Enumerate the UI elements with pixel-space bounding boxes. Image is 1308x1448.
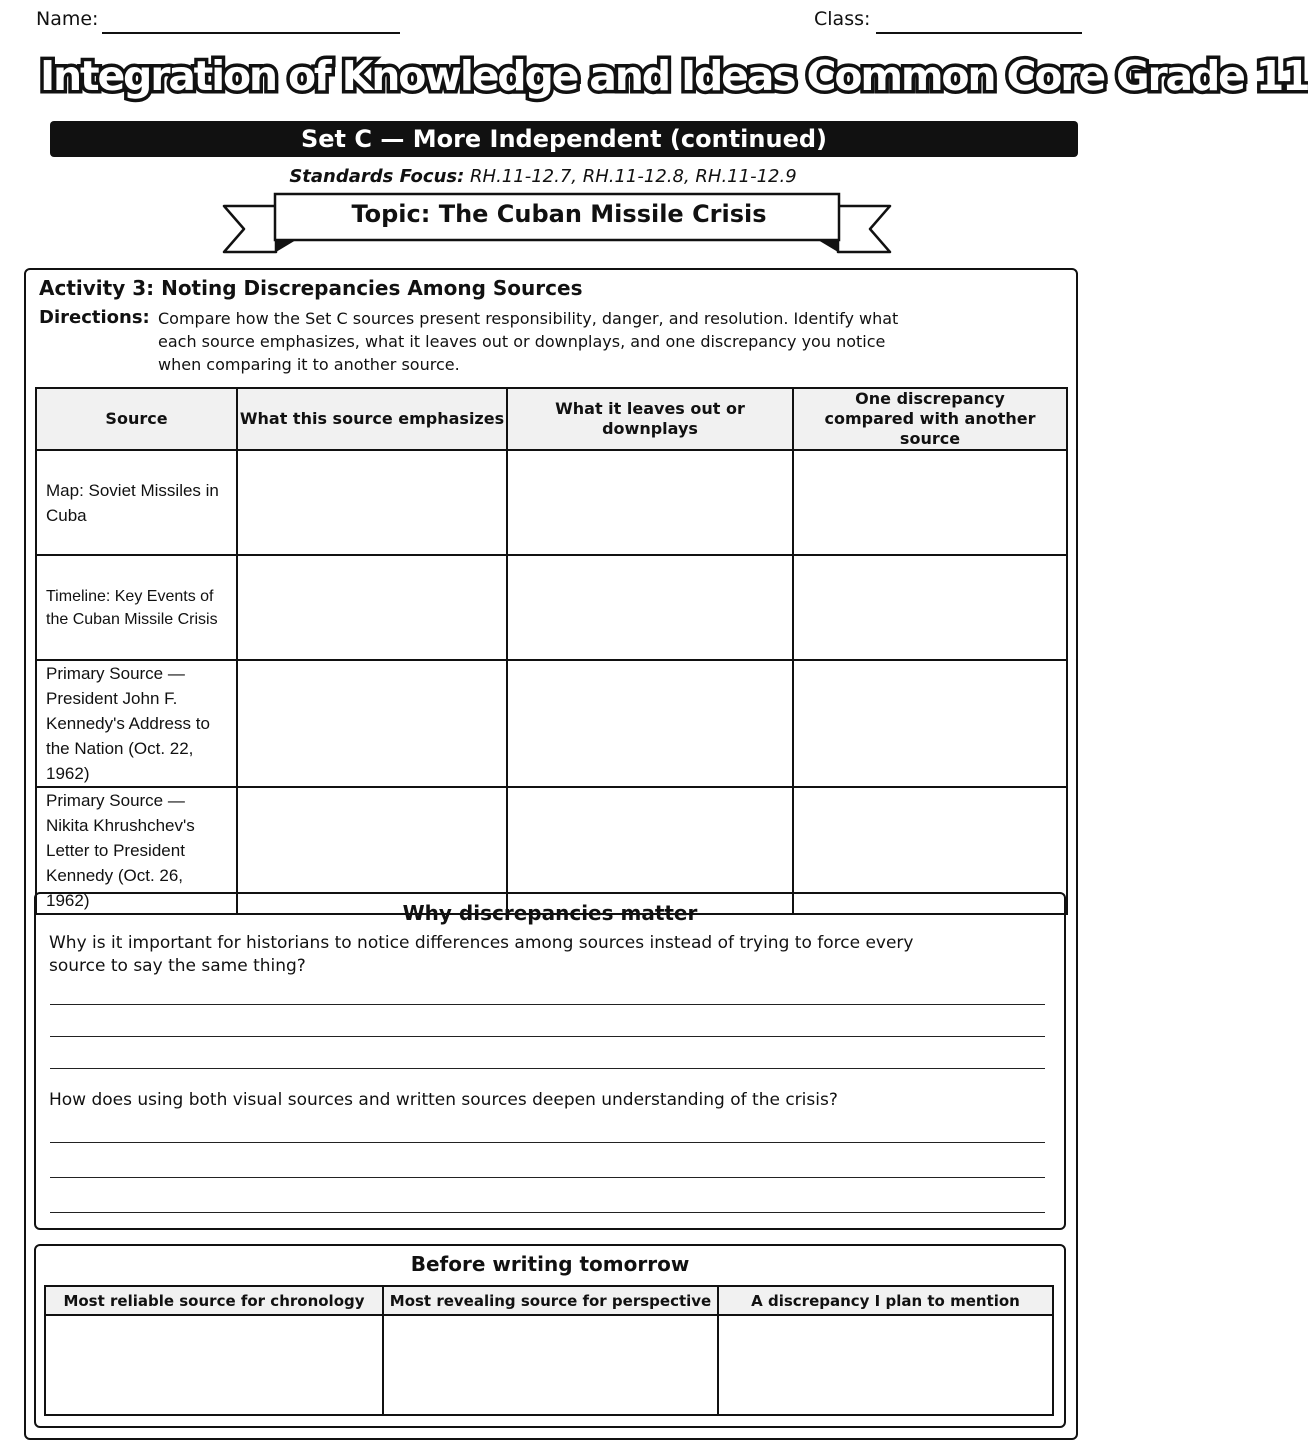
col-emphasizes: What this source emphasizes — [237, 388, 507, 450]
col-source: Source — [36, 388, 237, 450]
question-1: Why is it important for historians to notice differences among sources instead of trying to force every source to say the same thing? — [49, 933, 914, 976]
answer-line[interactable] — [50, 1036, 1045, 1037]
col-revealing: Most revealing source for perspective — [383, 1286, 718, 1315]
directions-text: Compare how the Set C sources present responsibility, danger, and resolution. Identify what each source emphasizes, what it leaves out or downplays, and one discrepancy you notice when comparing it to another source. — [158, 309, 899, 374]
standards-value: RH.11-12.7, RH.11-12.8, RH.11-12.9 — [470, 166, 797, 187]
table-row — [36, 660, 1067, 787]
question-2: How does using both visual sources and written sources deepen understanding of the crisis? — [49, 1090, 838, 1110]
answer-line[interactable] — [50, 1177, 1045, 1178]
standards-focus — [0, 166, 1086, 187]
col-reliable: Most reliable source for chronology — [45, 1286, 383, 1315]
why-title: Why discrepancies matter — [402, 901, 698, 925]
col-plan: A discrepancy I plan to mention — [718, 1286, 1053, 1315]
name-label: Name: — [36, 8, 99, 30]
answer-cell[interactable] — [383, 1315, 718, 1415]
source-kennedy: Primary Source — President John F. Kennedy's Address to the Nation (Oct. 22, 1962) — [36, 660, 237, 787]
directions-label: Directions: — [39, 307, 150, 328]
answer-cell[interactable] — [237, 555, 507, 660]
table-row — [45, 1315, 1053, 1415]
answer-cell[interactable] — [718, 1315, 1053, 1415]
answer-line[interactable] — [50, 1068, 1045, 1069]
col-discrepancy: One discrepancy compared with another source — [793, 388, 1067, 450]
source-timeline: Timeline: Key Events of the Cuban Missile Crisis — [36, 555, 237, 660]
set-banner: Set C — More Independent (continued) — [50, 121, 1078, 157]
answer-cell[interactable] — [793, 450, 1067, 555]
table-row — [36, 555, 1067, 660]
answer-cell[interactable] — [507, 555, 793, 660]
answer-cell[interactable] — [507, 450, 793, 555]
source-map: Map: Soviet Missiles in Cuba — [36, 450, 237, 555]
answer-line[interactable] — [50, 1142, 1045, 1143]
page-title: Integration of Knowledge and Ideas Common Core Grade 11 — [40, 52, 1308, 100]
before-table — [44, 1285, 1054, 1416]
class-field[interactable] — [876, 32, 1082, 34]
before-header-row — [45, 1286, 1053, 1315]
before-title: Before writing tomorrow — [410, 1252, 690, 1276]
answer-cell[interactable] — [793, 660, 1067, 787]
table-header-row — [36, 388, 1067, 450]
answer-cell[interactable] — [507, 660, 793, 787]
table-row — [36, 450, 1067, 555]
col-leaves-out: What it leaves out or downplays — [507, 388, 793, 450]
answer-cell[interactable] — [237, 660, 507, 787]
activity-title: Activity 3: Noting Discrepancies Among Sources — [39, 276, 583, 300]
source-khrushchev: Primary Source — Nikita Khrushchev's Letter to President Kennedy (Oct. 26, 1962) — [36, 787, 237, 914]
answer-line[interactable] — [50, 1004, 1045, 1005]
answer-cell[interactable] — [45, 1315, 383, 1415]
answer-cell[interactable] — [237, 450, 507, 555]
standards-label: Standards Focus: — [289, 166, 465, 187]
name-field[interactable] — [102, 32, 400, 34]
discrepancy-table — [35, 387, 1068, 915]
answer-cell[interactable] — [793, 555, 1067, 660]
answer-line[interactable] — [50, 1212, 1045, 1213]
topic-title: Topic: The Cuban Missile Crisis — [351, 200, 767, 228]
class-label: Class: — [814, 8, 871, 30]
